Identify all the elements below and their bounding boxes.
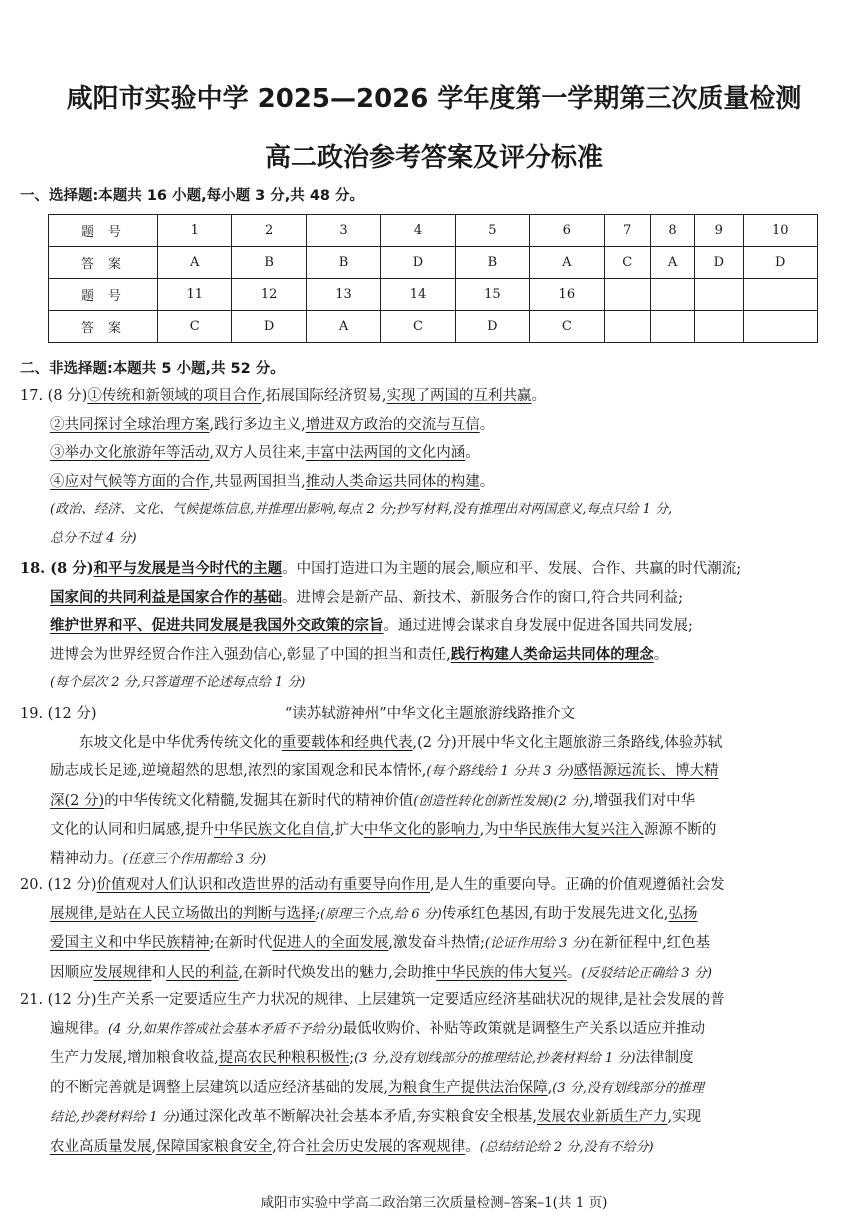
table-cell: C — [158, 311, 232, 343]
underlined-text: 践行构建人类命运共同体的理念 — [450, 645, 654, 663]
answer-text: 。 — [479, 416, 495, 433]
table-row — [49, 215, 818, 247]
question-20 — [20, 871, 840, 988]
answer-text: 。进博会是新产品、新技术、新服务合作的窗口,符合共同利益; — [282, 589, 683, 606]
answer-text: 通过深化改革不断解决社会基本矛盾,夯实粮食安全根基, — [179, 1109, 537, 1125]
underlined-text: 国家间的共同利益是国家合作的基础 — [50, 588, 282, 606]
q17-line-1 — [20, 382, 840, 411]
answer-text: ,扩大 — [330, 822, 364, 838]
table-cell — [650, 311, 694, 343]
answer-text: ,激发奋斗热情; — [388, 935, 485, 951]
scoring-note: (每个路线给 1 分共 3 分) — [426, 764, 574, 779]
section-heading-choice: 一、选择题:本题共 16 小题,每小题 3 分,共 48 分。 — [20, 188, 365, 204]
answer-text: ,拓展国际经济贸易, — [261, 388, 387, 404]
q17-line-3 — [20, 439, 840, 468]
essay-line — [50, 816, 840, 845]
underlined-text: 保障国家粮食安全 — [156, 1138, 273, 1155]
table-cell — [604, 311, 650, 343]
q18-line-2 — [20, 584, 840, 613]
answer-text: , — [151, 1138, 157, 1155]
question-17 — [20, 382, 840, 553]
answer-text: ,共显两国担当, — [209, 473, 306, 490]
table-cell: 2 — [232, 215, 306, 247]
underlined-text: 人民的利益 — [166, 964, 239, 981]
underlined-text: ③举办文化旅游年等活动 — [50, 445, 210, 461]
document-title: 咸阳市实验中学 2025—2026 学年度第一学期第三次质量检测 — [66, 84, 802, 114]
answer-text: ,增强我们对中华 — [588, 792, 696, 809]
underlined-text: 中华民族伟大复兴注入 — [498, 822, 644, 838]
q18-line-1 — [20, 555, 840, 584]
underlined-text: 发展农业新质生产力 — [536, 1109, 668, 1125]
underlined-text: 维护世界和平、促进共同发展是我国外交政策的宗旨 — [50, 617, 384, 634]
table-cell: 13 — [306, 279, 380, 311]
q19-header — [20, 700, 840, 729]
table-cell: B — [232, 247, 306, 279]
table-cell: C — [530, 311, 604, 343]
table-cell: C — [381, 311, 455, 343]
table-cell — [695, 311, 744, 343]
q21-line-5 — [20, 1103, 840, 1133]
underlined-text: 增进双方政治的交流与互信 — [305, 416, 480, 433]
q20-line-1 — [20, 871, 840, 900]
underlined-text: 发展规律 — [93, 964, 152, 981]
answer-text: 。 — [531, 388, 547, 404]
row-label-number: 题号 — [49, 279, 158, 311]
q20-line-3 — [20, 929, 840, 959]
underlined-text: 推动人类命运共同体的构建 — [305, 473, 480, 490]
table-row — [49, 247, 818, 279]
answer-text: , — [547, 1079, 553, 1096]
table-cell: D — [455, 311, 529, 343]
table-row — [49, 311, 818, 343]
q18-line-4 — [20, 641, 840, 670]
q18-line-3 — [20, 612, 840, 641]
scoring-note: (反驳结论正确给 3 分) — [581, 965, 712, 981]
scoring-note: (4 分,如果作答成社会基本矛盾不予给分) — [108, 1021, 343, 1037]
essay-line — [50, 729, 840, 758]
answer-text: ;在新时代 — [209, 935, 273, 951]
q21-line-4 — [20, 1074, 840, 1104]
answer-text: 励志成长足迹,逆境超然的思想,浓烈的家国观念和民本情怀, — [50, 763, 427, 779]
answer-table — [48, 214, 818, 343]
scoring-note: (3 分,没有划线部分的推理结论,抄袭材料给 1 分) — [354, 1051, 636, 1066]
table-cell — [743, 279, 817, 311]
answer-text: ,实现 — [667, 1109, 702, 1125]
answer-text: ; — [349, 1050, 355, 1066]
underlined-text: 弘扬 — [668, 905, 698, 922]
row-label-answer: 答案 — [49, 311, 158, 343]
question-19 — [20, 700, 840, 874]
question-number: 17. (8 分) — [20, 388, 88, 404]
essay-line — [50, 845, 840, 875]
table-cell: 8 — [650, 215, 694, 247]
underlined-text: 深(2 分) — [50, 792, 105, 809]
q20-line-2 — [20, 900, 840, 930]
answer-text: ,(2 分)开展中华文化主题旅游三条路线,体验苏轼 — [412, 734, 723, 751]
scoring-note: (任意三个作用都给 3 分) — [122, 851, 267, 867]
underlined-text: 农业高质量发展 — [50, 1138, 152, 1155]
question-number: 18. (8 分) — [20, 560, 94, 577]
scoring-note: 总分不过 4 分) — [50, 530, 137, 546]
section-heading-essay: 二、非选择题:本题共 5 小题,共 52 分。 — [20, 361, 285, 377]
underlined-text: ①传统和新领域的项目合作 — [87, 388, 262, 404]
underlined-text: 和平与发展是当今时代的主题 — [93, 560, 283, 577]
essay-line — [50, 757, 840, 787]
answer-text: 源源不断的 — [643, 822, 717, 838]
table-cell: 1 — [158, 215, 232, 247]
underlined-text: 为粮食生产提供法治保障 — [388, 1079, 548, 1096]
table-cell — [650, 279, 694, 311]
table-cell — [604, 279, 650, 311]
table-cell: A — [650, 247, 694, 279]
answer-text: ,符合 — [272, 1138, 306, 1155]
answer-text: 文化的认同和归属感,提升 — [50, 822, 215, 838]
table-cell: B — [455, 247, 529, 279]
table-cell: A — [158, 247, 232, 279]
answer-text: 遍规律。 — [50, 1020, 108, 1037]
underlined-text: 价值观对人们认识和改造世界的活动有重要导向作用 — [96, 877, 431, 893]
answer-text: 最低收购价、补贴等政策就是调整生产关系以适应并推动 — [342, 1020, 706, 1037]
answer-text: 。 — [566, 964, 582, 981]
underlined-text: 提高农民种粮积极性 — [218, 1050, 350, 1066]
underlined-text: ④应对气候等方面的合作 — [50, 473, 210, 490]
answer-text: 法律制度 — [635, 1050, 694, 1066]
answer-text: 精神动力。 — [50, 850, 123, 867]
answer-text: 。 — [465, 445, 480, 461]
underlined-text: 实现了两国的互利共赢 — [386, 388, 532, 404]
underlined-text: 重要载体和经典代表 — [282, 734, 413, 751]
q21-line-1 — [20, 986, 840, 1015]
table-cell: 5 — [455, 215, 529, 247]
answer-text: 。 — [479, 473, 495, 490]
table-cell: C — [604, 247, 650, 279]
answer-text: 生产关系一定要适应生产力状况的规律、上层建筑一定要适应经济基础状况的规律,是社会发展的普 — [96, 992, 725, 1008]
underlined-text: 中华民族的伟大复兴 — [436, 964, 567, 981]
q21-line-6 — [20, 1133, 840, 1163]
table-cell: 4 — [381, 215, 455, 247]
question-number: 21. (12 分) — [20, 992, 97, 1008]
question-number: 19. (12 分) — [20, 706, 97, 722]
answer-text: ,践行多边主义, — [209, 416, 306, 433]
table-cell: 6 — [530, 215, 604, 247]
scoring-note: (创造性转化创新性发展)(2 分) — [413, 793, 589, 809]
underlined-text: 中华文化的影响力 — [363, 822, 480, 838]
question-18 — [20, 555, 840, 698]
row-label-number: 题号 — [49, 215, 158, 247]
table-cell: 3 — [306, 215, 380, 247]
scoring-note: ;(原理三个点,给 6 分) — [315, 906, 442, 922]
answer-text: 在新征程中,红色基 — [589, 935, 711, 951]
answer-text: 生产力发展,增加粮食收益, — [50, 1050, 219, 1066]
q21-line-2 — [20, 1015, 840, 1045]
underlined-text: 爱国主义和中华民族精神 — [50, 935, 210, 951]
scoring-note: 结论,抄袭材料给 1 分) — [50, 1110, 180, 1125]
table-cell: A — [530, 247, 604, 279]
answer-text: ,在新时代焕发出的魅力,会助推 — [238, 964, 437, 981]
table-cell: 10 — [743, 215, 817, 247]
underlined-text: 促进人的全面发展 — [272, 935, 389, 951]
underlined-text: 感悟源远流长、博大精 — [573, 763, 719, 779]
underlined-text: 展规律,是站在人民立场做出的判断与选择 — [50, 905, 316, 922]
table-cell: A — [306, 311, 380, 343]
table-cell: 7 — [604, 215, 650, 247]
table-cell: D — [232, 311, 306, 343]
table-cell: D — [381, 247, 455, 279]
page-footer: 咸阳市实验中学高二政治第三次质量检测–答案–1(共 1 页) — [260, 1195, 608, 1211]
question-21 — [20, 986, 840, 1162]
answer-text: 因顺应 — [50, 964, 94, 981]
table-cell: 11 — [158, 279, 232, 311]
table-cell: B — [306, 247, 380, 279]
answer-text: 。通过进博会谋求自身发展中促进各国共同发展; — [383, 618, 693, 634]
answer-text: ,为 — [479, 822, 499, 838]
answer-text: 进博会为世界经贸合作注入强劲信心,彰显了中国的担当和责任, — [50, 646, 451, 663]
table-row — [49, 279, 818, 311]
q20-line-4 — [20, 959, 840, 989]
table-cell: 15 — [455, 279, 529, 311]
scoring-note: (每个层次 2 分,只答道理不论述每点给 1 分) — [50, 675, 306, 690]
answer-text: 传承红色基因,有助于发展先进文化, — [441, 905, 669, 922]
scoring-note: (总结结论给 2 分,没有不给分) — [479, 1139, 654, 1155]
table-cell: 12 — [232, 279, 306, 311]
essay-line — [50, 787, 840, 817]
answer-text: ,是人生的重要向导。正确的价值观遵循社会发 — [430, 877, 725, 893]
underlined-text: 丰富中法两国的文化内涵 — [305, 445, 466, 461]
table-cell — [695, 279, 744, 311]
answer-text: 。 — [465, 1138, 480, 1155]
table-cell: 16 — [530, 279, 604, 311]
answer-text: 的不断完善就是调整上层建筑以适应经济基础的发展, — [50, 1079, 389, 1096]
table-cell — [743, 311, 817, 343]
q17-line-2 — [20, 411, 840, 440]
answer-text: 。中国打造进口为主题的展会,顺应和平、发展、合作、共赢的时代潮流; — [282, 561, 742, 577]
table-cell: 14 — [381, 279, 455, 311]
answer-text: 和 — [151, 964, 166, 981]
q17-line-4 — [20, 468, 840, 497]
answer-text: 。 — [653, 646, 669, 663]
table-cell: D — [743, 247, 817, 279]
document-subtitle: 高二政治参考答案及评分标准 — [264, 143, 603, 173]
scoring-note: (3 分,没有划线部分的推理 — [552, 1080, 704, 1096]
q21-line-3 — [20, 1044, 840, 1074]
answer-text: ,双方人员往来, — [209, 445, 306, 461]
q19-body — [20, 729, 840, 875]
scoring-note: (论证作用给 3 分) — [484, 936, 590, 951]
table-cell: D — [695, 247, 744, 279]
answer-text: 东坡文化是中华优秀传统文化的 — [79, 734, 282, 751]
underlined-text: 社会历史发展的客观规律 — [305, 1138, 466, 1155]
essay-caption: “读苏轼游神州”中华文化主题旅游线路推介文 — [284, 706, 576, 722]
underlined-text: 中华民族文化自信 — [214, 822, 331, 838]
underlined-text: ②共同探讨全球治理方案 — [50, 416, 210, 433]
scoring-note: (政治、经济、文化、气候提炼信息,并推理出影响,每点 2 分;抄写材料,没有推理出对两国意义,每点只给 1 分, — [50, 502, 673, 517]
table-cell: 9 — [695, 215, 744, 247]
answer-text: 的中华传统文化精髓,发掘其在新时代的精神价值 — [104, 792, 414, 809]
question-number: 20. (12 分) — [20, 877, 97, 893]
row-label-answer: 答案 — [49, 247, 158, 279]
